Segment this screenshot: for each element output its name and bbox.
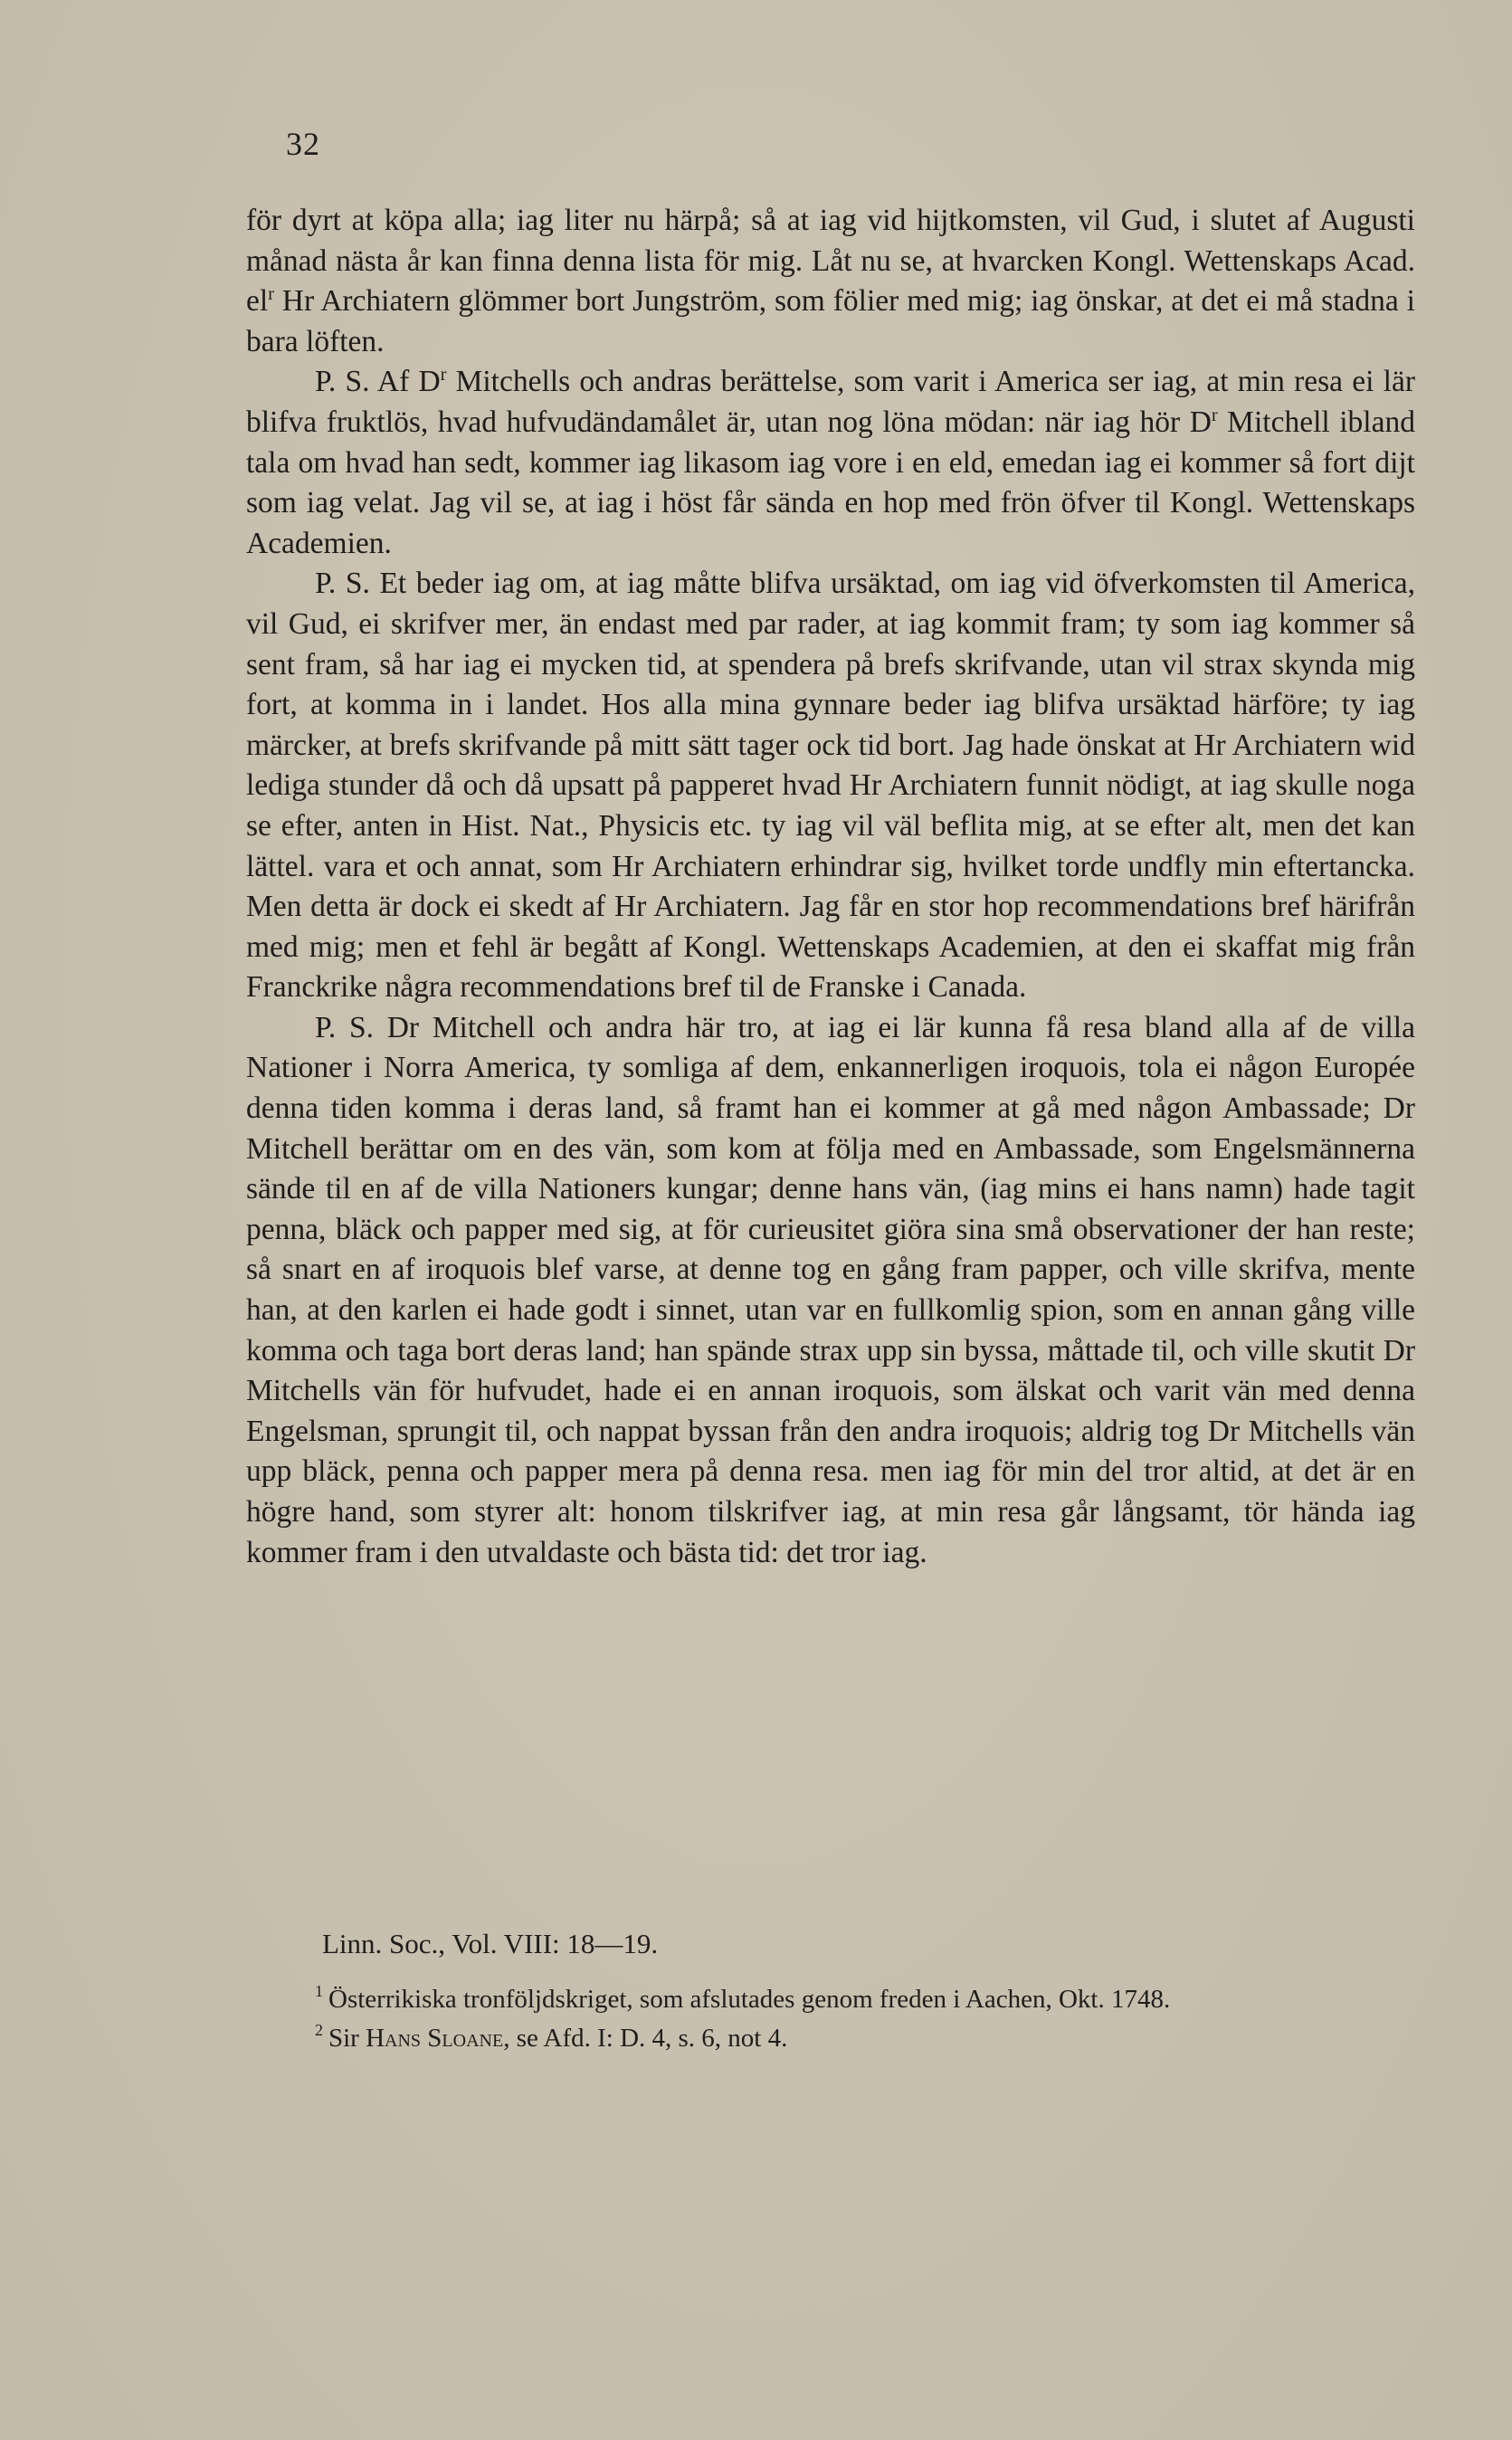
superscript-r: r [440,365,447,386]
footnote-2 [246,2019,1415,2058]
paragraph-3-postscript: P. S. Et beder iag om, at iag måtte blifva ursäktad, om iag vid öfverkomsten til America, vil Gud, ei skrifver mer, än endast med par rader, at iag kommit fram; ty som iag kommer så sent fram, så har iag ei mycken tid, at spendera på brefs skrifvande, utan vil strax skynda mig fort, at komma in i landet. Hos alla mina gynnare beder iag blifva ursäktad härföre; ty iag märcker, at brefs skrifvande på mitt sätt tager ock tid bort. Jag hade önskat at Hr Archiatern wid lediga stunder då och då upsatt på papperet hvad Hr Archiatern funnit nödigt, at iag skulle noga se efter, anten in Hist. Nat., Physicis etc. ty iag vil väl beflita mig, at se efter alt, men det kan lättel. vara et och annat, som Hr Archiatern erhindrar sig, hvilket torde undfly min eftertancka. Men detta är dock ei skedt af Hr Archiatern. Jag får en stor hop recommendations bref härifrån med mig; men et fehl är begått af Kongl. Wettenskaps Academien, at den ei skaffat mig från Franckrike några recommendations bref til de Franske i Canada. [246,567,1415,1005]
paragraph-2-text-a: P. S. Af D [315,365,441,399]
source-reference: Linn. Soc., Vol. VIII: 18—19. [322,1928,659,1959]
superscript-r: r [268,284,274,305]
paragraph-2-postscript [246,362,1415,564]
footnotes [246,1980,1415,2058]
paragraph-2-text-c: Mitchell ibland tala om hvad han sedt, kommer iag likasom iag vore i en eld, emedan iag ei kommer så fort dijt som iag velat. Jag vil se, at iag i höst får sända en hop med frön öfver til Kongl. Wettenskaps Academien. [246,405,1415,560]
footnote-1-marker: 1 [315,1982,323,2000]
footnote-2-prefix: Sir [328,2024,366,2053]
footnote-1-text: Österrikiska tronföljdskriget, som afslutades genom freden i Aachen, Okt. 1748. [328,1985,1171,2014]
footnote-2-marker: 2 [315,2021,323,2039]
paragraph-4-postscript: P. S. Dr Mitchell och andra här tro, at iag ei lär kunna få resa bland alla af de villa Nationer i Norra America, ty somliga af dem, enkannerligen iroquois, tola ei någon Europée denna tiden komma i deras land, så framt han ei kommer at gå med någon Ambassade; Dr Mitchell berättar om en des vän, som kom at följa med en Ambassade, som Engelsmännerna sände til en af de villa Nationers kungar; denne hans vän, (iag mins ei hans namn) hade tagit penna, bläck och papper med sig, at för curieusitet giöra sina små observationer der han reste; så snart en af iroquois blef varse, at denne tog en gång fram papper, och ville skrifva, mente han, at den karlen ei hade godt i sinnet, utan var en fullkomlig spion, som en annan gång ville komma och taga bort deras land; han spände strax upp sin byssa, måttade til, och ville skutit Dr Mitchells vän för hufvudet, hade ei en annan iroquois, som älskat och varit vän med denna Engelsman, sprungit til, och nappat byssan från den andra iroquois; aldrig tog Dr Mitchells vän upp bläck, penna och papper mera på denna resa. men iag för min del tror altid, at det är en högre hand, som styrer alt: honom tilskrifver iag, at min resa går långsamt, tör hända iag kommer fram i den utvaldaste och bästa tid: det tror iag. [246,1010,1415,1569]
footnote-2-text: , se Afd. I: D. 4, s. 6, not 4. [503,2024,788,2053]
footnote-1 [246,1980,1415,2019]
page-number: 32 [286,126,320,162]
letter-body [246,201,1415,1573]
paragraph-1-tail: Hr Archiatern glömmer bort Jungström, som fölier med mig; iag önskar, at det ei må stadna i bara löften. [246,284,1415,358]
superscript-r: r [1211,405,1218,425]
footnote-2-name: Hans Sloane [366,2024,504,2053]
paragraph-2-text-b: Mitchells och andras berättelse, som varit i America ser iag, at min resa ei lär blifva fruktlös, hvad hufvudändamålet är, utan nog löna mödan: när iag hör D [246,365,1415,439]
paragraph-1 [246,201,1415,362]
paragraph-1-text: för dyrt at köpa alla; iag liter nu härpå; så at iag vid hijtkomsten, vil Gud, i slutet af Augusti månad nästa år kan finna denna lista för mig. Låt nu se, at hvarcken Kongl. Wettenskaps Acad. el [246,204,1415,319]
